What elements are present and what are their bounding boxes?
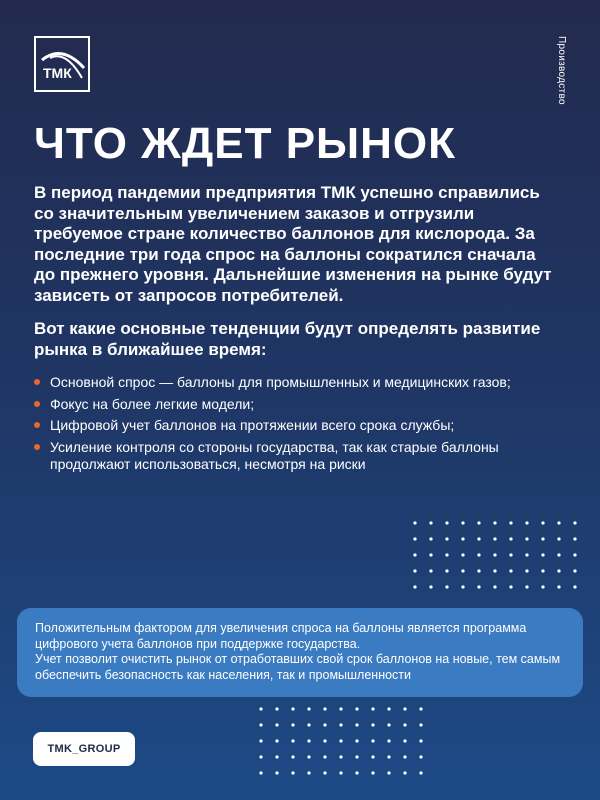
dot — [403, 707, 406, 710]
dot — [493, 521, 496, 524]
dot — [291, 771, 294, 774]
dot — [371, 755, 374, 758]
dot — [525, 537, 528, 540]
dot — [493, 553, 496, 556]
dot — [541, 553, 544, 556]
dot — [557, 553, 560, 556]
dot — [525, 553, 528, 556]
list-item-text: Усиление контроля со стороны государства, так как старые баллоны продолжают использоваться, несмотря на риски — [50, 438, 499, 472]
dot — [413, 553, 416, 556]
dot — [541, 537, 544, 540]
dot — [339, 755, 342, 758]
dot — [419, 755, 422, 758]
list-item-text: Фокус на более легкие модели; — [50, 395, 255, 412]
dot — [291, 755, 294, 758]
dot — [275, 723, 278, 726]
bullet-icon — [34, 444, 40, 450]
dot — [413, 569, 416, 572]
dot — [557, 585, 560, 588]
dot — [259, 723, 262, 726]
dot — [493, 569, 496, 572]
dot — [429, 553, 432, 556]
dot — [307, 707, 310, 710]
dot — [259, 755, 262, 758]
dot — [371, 739, 374, 742]
dot — [291, 739, 294, 742]
dot — [573, 553, 576, 556]
dot — [573, 521, 576, 524]
dot — [525, 569, 528, 572]
dot — [355, 723, 358, 726]
dot — [403, 723, 406, 726]
dot — [573, 585, 576, 588]
dot — [403, 771, 406, 774]
dot — [355, 771, 358, 774]
dot — [445, 569, 448, 572]
dot — [355, 755, 358, 758]
dot — [413, 537, 416, 540]
dot — [541, 521, 544, 524]
dot — [387, 739, 390, 742]
dot — [445, 553, 448, 556]
dot — [259, 707, 262, 710]
dot — [339, 707, 342, 710]
dot — [275, 707, 278, 710]
dot — [259, 739, 262, 742]
dot — [371, 707, 374, 710]
dot — [419, 739, 422, 742]
dot — [323, 739, 326, 742]
dot — [461, 537, 464, 540]
dot — [445, 537, 448, 540]
list-item — [34, 374, 564, 392]
dot — [445, 585, 448, 588]
dot — [371, 723, 374, 726]
dot — [557, 521, 560, 524]
dot — [387, 771, 390, 774]
dot — [477, 537, 480, 540]
dot — [339, 771, 342, 774]
dot — [291, 707, 294, 710]
dot — [339, 723, 342, 726]
dot — [557, 537, 560, 540]
intro-paragraph: В период пандемии предприятия ТМК успешно справились со значительным увеличением заказов и отгрузили требуемое стране количество баллонов для кислорода. За последние три года спрос на баллоны сократился сначала до прежнего уровня. Дальнейшие изменения на рынке будут зависеть от запросов потребителей. — [34, 183, 552, 305]
dot — [477, 521, 480, 524]
dot — [429, 569, 432, 572]
callout-line-1: Положительным фактором для увеличения спроса на баллоны является программа цифрового учета баллонов при поддержке государства. — [35, 621, 527, 651]
dot — [323, 771, 326, 774]
dot — [307, 771, 310, 774]
dot — [509, 569, 512, 572]
dot — [419, 707, 422, 710]
dot-pattern-top — [412, 520, 588, 600]
dot — [259, 771, 262, 774]
dot — [413, 521, 416, 524]
dot — [387, 707, 390, 710]
dot — [307, 723, 310, 726]
dot — [339, 739, 342, 742]
dot — [413, 585, 416, 588]
dot — [573, 569, 576, 572]
dot — [429, 521, 432, 524]
dot — [477, 569, 480, 572]
dot — [275, 739, 278, 742]
bullet-icon — [34, 401, 40, 407]
dot — [323, 755, 326, 758]
tmk-group-handle-button[interactable]: TMK_GROUP — [33, 732, 135, 766]
dot — [493, 585, 496, 588]
dot — [477, 585, 480, 588]
dot — [387, 755, 390, 758]
trends-list — [34, 374, 564, 478]
dot — [429, 585, 432, 588]
dot — [291, 723, 294, 726]
bullet-icon — [34, 379, 40, 385]
dot — [275, 755, 278, 758]
dot — [525, 521, 528, 524]
dot — [509, 553, 512, 556]
dot — [445, 521, 448, 524]
dot — [509, 521, 512, 524]
dot — [419, 723, 422, 726]
logo-arc-icon — [36, 38, 88, 90]
dot-pattern-bottom — [258, 706, 438, 786]
dot — [461, 553, 464, 556]
tmk-logo — [34, 36, 90, 92]
dot — [429, 537, 432, 540]
dot — [541, 569, 544, 572]
page-title: ЧТО ЖДЕТ РЫНОК — [34, 119, 456, 168]
dot — [323, 707, 326, 710]
list-item — [34, 417, 564, 435]
callout-box — [17, 608, 583, 697]
logo-text: ТМК — [43, 65, 72, 81]
dot — [387, 723, 390, 726]
dot — [541, 585, 544, 588]
dot — [461, 569, 464, 572]
dot — [461, 585, 464, 588]
dot — [403, 739, 406, 742]
dot — [307, 739, 310, 742]
dot — [461, 521, 464, 524]
dot — [419, 771, 422, 774]
category-tag: Производство — [556, 36, 567, 105]
callout-line-2: Учет позволит очистить рынок от отработавших свой срок баллонов на новые, тем самым обеспечить безопасность как населения, так и промышленности — [35, 652, 561, 682]
dot — [403, 755, 406, 758]
dot — [371, 771, 374, 774]
dot — [493, 537, 496, 540]
dot — [355, 707, 358, 710]
dot — [573, 537, 576, 540]
bullet-icon — [34, 422, 40, 428]
dot — [323, 723, 326, 726]
list-item — [34, 396, 564, 414]
dot — [307, 755, 310, 758]
dot — [509, 585, 512, 588]
dot — [275, 771, 278, 774]
list-item — [34, 439, 564, 474]
trends-heading: Вот какие основные тенденции будут определять развитие рынка в ближайшее время: — [34, 319, 541, 359]
dot — [557, 569, 560, 572]
dot — [477, 553, 480, 556]
dot — [355, 739, 358, 742]
list-item-text: Основной спрос — баллоны для промышленных и медицинских газов; — [50, 374, 511, 390]
dot — [509, 537, 512, 540]
dot — [525, 585, 528, 588]
list-item-text: Цифровой учет баллонов на протяжении всего срока службы; — [50, 417, 455, 433]
